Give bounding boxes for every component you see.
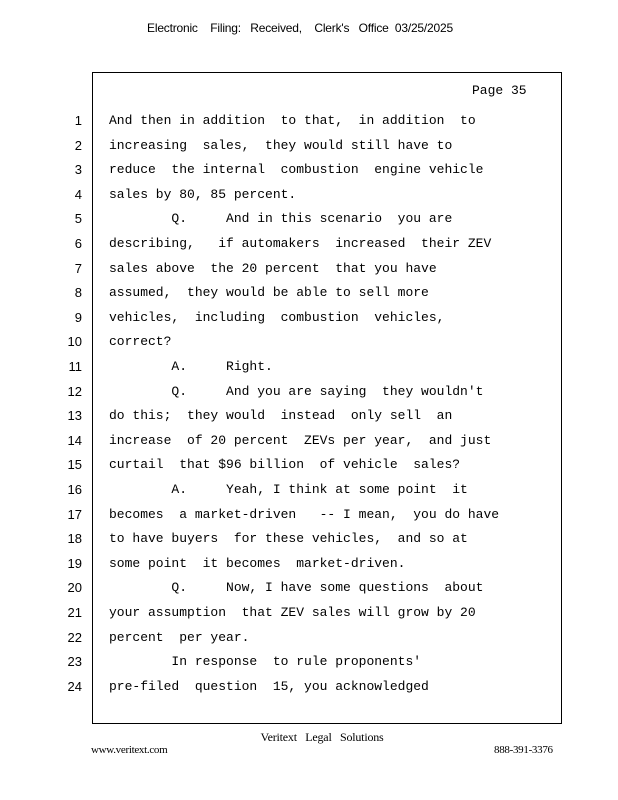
line-number: 11 [68,359,82,374]
transcript-line-text: assumed, they would be able to sell more [109,285,429,300]
line-number: 17 [67,507,82,522]
transcript-line-text: do this; they would instead only sell an [109,408,453,423]
transcript-line-text: Q. Now, I have some questions about [109,580,484,595]
transcript-line-text: percent per year. [109,630,250,645]
line-number: 14 [67,433,82,448]
transcript-line-text: Q. And in this scenario you are [109,211,453,226]
transcript-line-text: sales by 80, 85 percent. [109,187,297,202]
transcript-line-text: reduce the internal combustion engine vehicle [109,162,484,177]
line-number: 18 [67,531,82,546]
line-number: 13 [67,408,82,423]
footer-company-name: Veritext Legal Solutions [260,730,384,744]
line-number: 3 [74,162,82,177]
footer-phone: 888-391-3376 [494,744,553,756]
line-number: 15 [67,457,82,472]
line-number: 6 [74,236,82,251]
transcript-line-text: increase of 20 percent ZEVs per year, and just [109,433,492,448]
line-number: 4 [74,187,82,202]
transcript-line-text: increasing sales, they would still have to [109,138,453,153]
line-number: 5 [74,211,82,226]
transcript-line-text: sales above the 20 percent that you have [109,261,437,276]
transcript-line-text: pre-filed question 15, you acknowledged [109,679,429,694]
transcript-line-text: your assumption that ZEV sales will grow by 20 [109,605,476,620]
transcript-line-text: And then in addition to that, in addition to [109,113,476,128]
transcript-line-text: curtail that $96 billion of vehicle sales? [109,457,461,472]
transcript-line-text: vehicles, including combustion vehicles, [109,310,445,325]
filing-stamp: Electronic Filing: Received, Clerk's Office 03/25/2025 [147,21,453,35]
line-number: 8 [74,285,82,300]
line-number: 1 [74,113,82,128]
transcript-line-text: some point it becomes market-driven. [109,556,406,571]
line-number: 2 [74,138,82,153]
line-number: 24 [67,679,82,694]
transcript-line-text: correct? [109,334,172,349]
transcript-line-text: describing, if automakers increased their ZEV [109,236,492,251]
transcript-line-text: Q. And you are saying they wouldn't [109,384,484,399]
line-number: 16 [67,482,82,497]
line-number: 7 [74,261,82,276]
line-number: 20 [67,580,82,595]
line-number: 21 [67,605,82,620]
line-number: 10 [67,334,82,349]
transcript-line-text: to have buyers for these vehicles, and so at [109,531,468,546]
line-number: 22 [67,630,82,645]
transcript-line-text: In response to rule proponents' [109,654,422,669]
transcript-line-text: A. Right. [109,359,273,374]
transcript-line-text: A. Yeah, I think at some point it [109,482,468,497]
footer-website: www.veritext.com [91,744,168,756]
line-number: 12 [67,384,82,399]
line-number: 23 [67,654,82,669]
line-number: 19 [67,556,82,571]
transcript-line-text: becomes a market-driven -- I mean, you do have [109,507,500,522]
line-number: 9 [74,310,82,325]
page-number: Page 35 [472,83,527,98]
